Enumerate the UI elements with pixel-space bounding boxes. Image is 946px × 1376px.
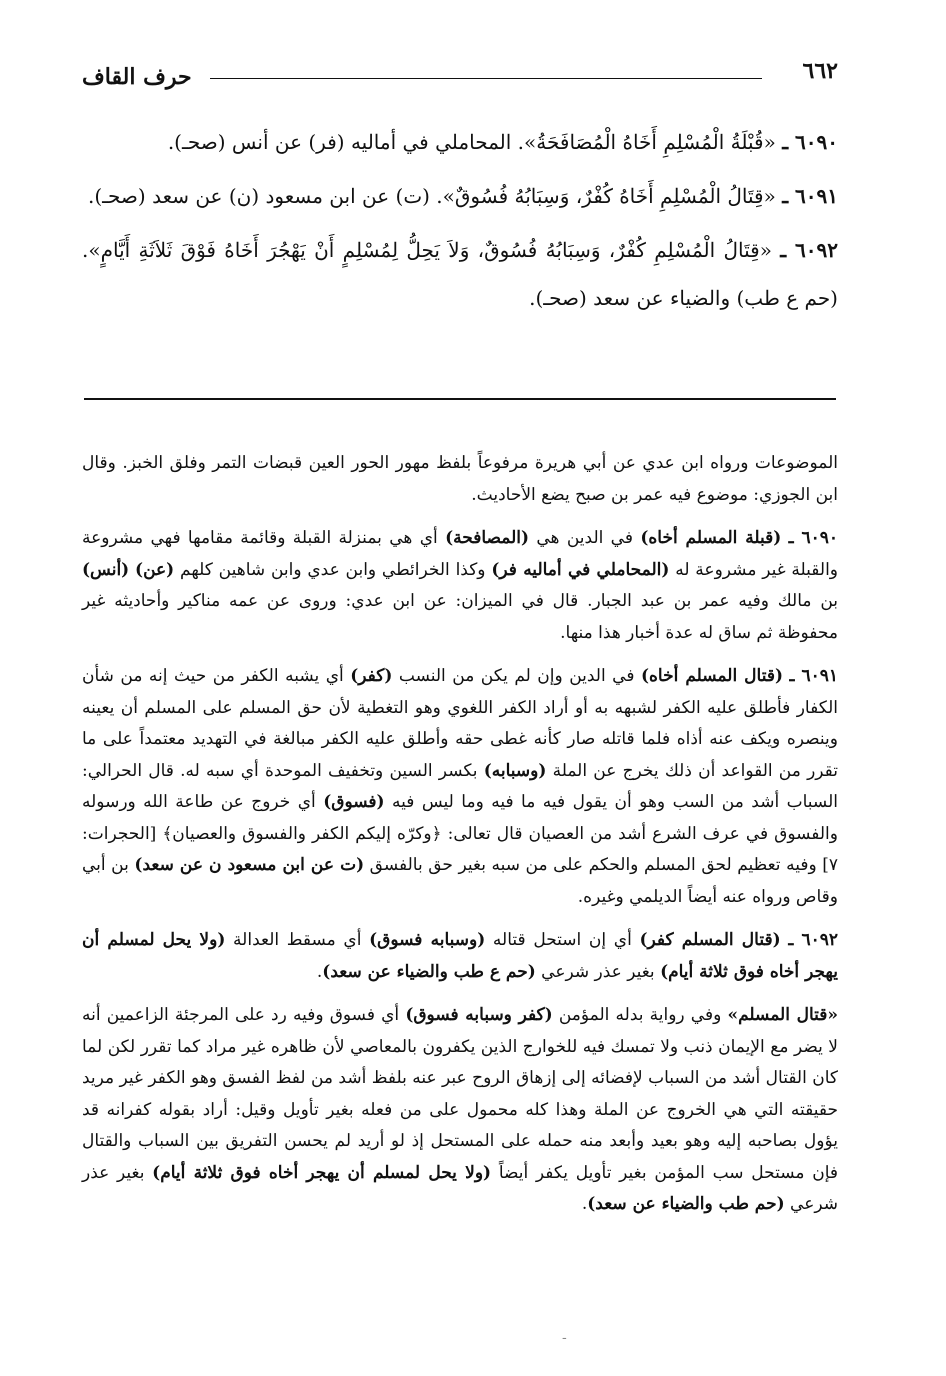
commentary-text: وكذا الخرائطي وابن عدي وابن شاهين كلهم — [174, 559, 492, 580]
commentary-text: أي فسوق وفيه رد على المرجئة الزاعمين أنه لا يضر مع الإيمان ذنب ولا تمسك فيه للخوارج الذين يكفرون بالمعاصي لأن ظاهره غير مراد كما تقرر لكن لما كان القتال أشد من السباب لإفضائه إلى إزهاق الروح عبر عنه بلفظ أشد من لفظ الفسق وهو الكفر غير مريد حقيقته التي هي الخروج عن الملة وهذا كله محمول على من فعله بغير تأويل وقيل: أراد بقوله كفرانه قد يؤول بصاحبه إليه وهو بعيد وأبعد منه حمله على المستحل إذ لو أريد لم يحسن التفريق بين السباب والقتال فإن مستحل سب المؤمن بغير تأويل يكفر أيضاً — [82, 1005, 839, 1183]
commentary-paragraph — [82, 448, 838, 511]
commentary-bold: (قتال المسلم كفر) — [639, 930, 781, 950]
commentary-number: ٦٠٩٠ ـ — [788, 528, 838, 548]
commentary-bold: (ولا يحل لمسلم أن يهجر أخاه فوق ثلاثة أيام) — [152, 1162, 492, 1183]
commentary-text: في الدين هي — [529, 528, 641, 548]
commentary-bold: (المحاملي في أماليه فر) — [491, 559, 670, 580]
commentary-text: أي هي بمنزلة القبلة وقائمة مقامها فهي مشروعة والقبلة غير مشروعة له — [82, 528, 839, 580]
commentary-paragraph — [82, 523, 838, 649]
page-bottom-mark: - — [562, 1330, 567, 1346]
commentary-text: أي يشبه الكفر من حيث إنه من شأن الكفار فأطلق عليه الكفر لشبهه به أو أراد الكفر اللغوي وهو التغطية لأن حق المسلم على المسلم أن يعينه وينصره ويكف عنه أذاه فلما قاتله صار كأنه غطى حقه وأطلق عليه الكفر مبالغة في التهديد معتمداً على ما تقرر من القواعد أن ذلك يخرج عن الملة — [82, 666, 839, 781]
commentary-text: بغير عذر شرعي — [535, 961, 661, 982]
commentary-bold: (ولا يحل لمسلم أن يهجر أخاه فوق ثلاثة أيام) — [82, 930, 838, 982]
commentary-bold: (أنس) — [82, 559, 130, 580]
hadith-entry — [82, 172, 838, 220]
commentary-bold: (عن) — [135, 559, 175, 580]
commentary-bold: (فسوق) — [323, 792, 385, 812]
commentary-bold: (كفر وسبابه فسوق) — [405, 1005, 553, 1025]
hadith-text: «قِتَالُ الْمُسْلِمِ كُفْرٌ، وَسِبَابُهُ فُسُوقٌ، وَلاَ يَحِلُّ لِمُسْلِمٍ أَنْ يَهْجُرَ أَخَاهُ فَوْقَ ثَلاَثَةِ أَيَّامٍ». (حم ع طب) والضياء عن سعد (صحـ). — [82, 238, 838, 310]
commentary-text: بغير عذر شرعي — [82, 1162, 838, 1214]
commentary-text: أي مسقط العدالة — [225, 930, 370, 950]
commentary-bold: (المصافحة) — [445, 528, 530, 548]
commentary-bold: (قتال المسلم أخاه) — [640, 666, 783, 686]
page-number: ٦٦٢ — [802, 58, 838, 84]
commentary-bold: «قتال المسلم» — [727, 1005, 839, 1025]
page-header — [82, 58, 838, 92]
hadith-number: ٦٠٩١ ـ — [782, 184, 838, 208]
hadith-text: «قِتَالُ الْمُسْلِمِ أَخَاهُ كُفْرٌ، وَسِبَابُهُ فُسُوقٌ». (ت) عن ابن مسعود (ن) عن سعد (صحـ). — [88, 184, 776, 208]
hadith-section — [82, 118, 838, 328]
hadith-number: ٦٠٩٢ ـ — [780, 238, 838, 262]
commentary-section — [82, 448, 838, 1233]
commentary-bold: (كفر) — [350, 666, 393, 686]
commentary-text: بن مالك وفيه عمر بن عبد الجبار. قال في الميزان: عن ابن عدي: وروى عن عمه مناكير وأحاديثه غير محفوظة ثم ساق له عدة أخبار هذا منها. — [82, 591, 838, 643]
commentary-bold: (قبلة المسلم أخاه) — [640, 528, 782, 548]
hadith-entry — [82, 118, 838, 166]
commentary-text: . — [316, 961, 323, 982]
commentary-text: بن أبي وقاص ورواه عنه أيضاً الديلمي وغيره. — [82, 855, 838, 907]
commentary-number: ٦٠٩٢ ـ — [788, 930, 839, 950]
commentary-bold: (وسبابه) — [483, 760, 547, 781]
commentary-text: أي إن استحل قتاله — [485, 930, 640, 950]
commentary-bold: (حم ع طب والضياء عن سعد) — [322, 961, 536, 982]
commentary-bold: (وسبابه فسوق) — [369, 930, 486, 950]
chapter-title: حرف القاف — [82, 64, 192, 90]
commentary-text: وفي رواية بدله المؤمن — [552, 1005, 728, 1025]
commentary-bold: (ت عن ابن مسعود ن عن سعد) — [134, 855, 365, 875]
commentary-text: . — [581, 1194, 588, 1214]
commentary-paragraph — [82, 1000, 838, 1221]
hadith-text: «قُبْلَةُ الْمُسْلِمِ أَخَاهُ الْمُصَافَحَةُ». المحاملي في أماليه (فر) عن أنس (صحـ). — [167, 130, 776, 154]
commentary-paragraph — [82, 661, 838, 913]
commentary-text: أي خروج عن طاعة الله ورسوله والفسوق في عرف الشرع أشد من العصيان قال تعالى: ﴿وكرّه إليكم الكفر والفسوق والعصيان﴾ [الحجرات: ٧] وفيه تعظيم لحق المسلم والحكم على من سبه بغير حق بالفسق — [82, 792, 838, 875]
hadith-entry — [82, 226, 838, 322]
commentary-text: في الدين وإن لم يكن من النسب — [392, 666, 641, 686]
header-rule — [210, 78, 762, 79]
commentary-bold: (حم طب والضياء عن سعد) — [587, 1194, 785, 1214]
commentary-text: بكسر السين وتخفيف الموحدة أي سبه له. قال الحرالي: السباب أشد من السب وهو أن يقول فيه ما فيه وما ليس فيه — [82, 760, 838, 812]
commentary-paragraph — [82, 925, 838, 988]
commentary-text: الموضوعات ورواه ابن عدي عن أبي هريرة مرفوعاً بلفظ مهور الحور العين قبضات التمر وفلق الخبز. وقال ابن الجوزي: موضوع فيه عمر بن صبح يضع الأحاديث. — [82, 453, 838, 505]
commentary-number: ٦٠٩١ ـ — [789, 666, 838, 686]
hadith-number: ٦٠٩٠ ـ — [782, 130, 838, 154]
section-divider — [84, 398, 836, 400]
